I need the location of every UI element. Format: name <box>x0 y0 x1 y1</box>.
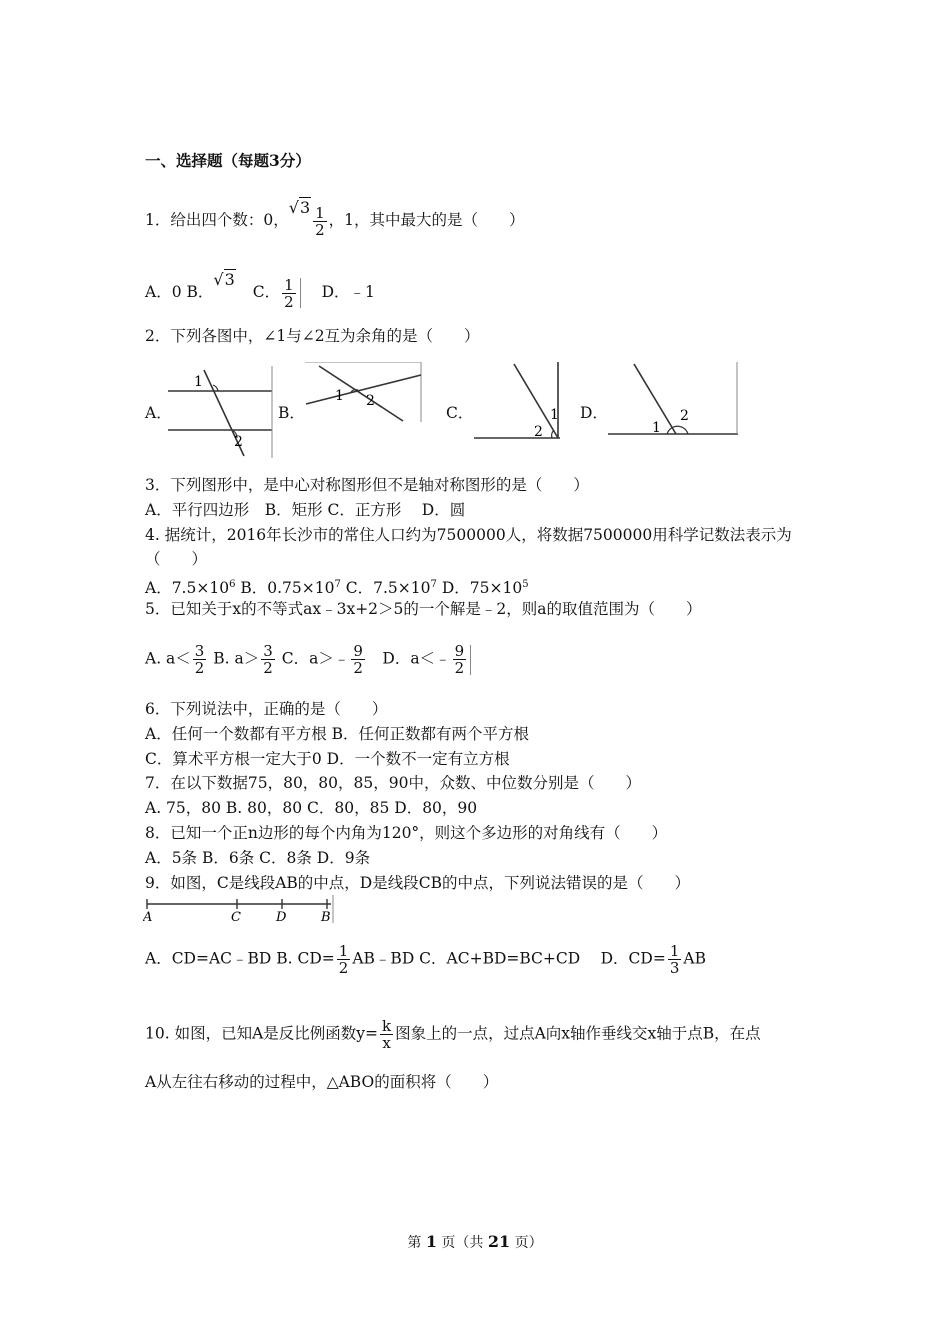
q2-label-b: B． <box>278 404 305 422</box>
q9-point-c: C <box>231 910 241 925</box>
q2a-angle-2: 2 <box>234 434 243 450</box>
q9-b-fraction: $\frac{1}{2}$ <box>338 942 349 977</box>
q5-b-fraction: $\frac{3}{2}$ <box>263 642 273 677</box>
q4-options: A．$7.5\times 10^6$ B．$0.75\times 10^7$ C．$7.5\times 10^7$ D．$75\times 10^5$ <box>145 579 529 598</box>
q2b-angle-1: 1 <box>335 388 344 404</box>
q2-figure-a <box>168 366 274 458</box>
q1-options <box>145 270 375 310</box>
question-5: 5．已知关于x的不等式ax﹣3x+2＞5的一个解是﹣2，则a的取值范围为（ ） <box>145 600 702 618</box>
question-1 <box>145 198 525 238</box>
question-7: 7．在以下数据75，80，80，85，90中，众数、中位数分别是（ ） <box>145 774 641 792</box>
q2c-angle-1: 1 <box>550 407 559 423</box>
question-8: 8．已知一个正n边形的每个内角为120°，则这个多边形的对角线有（ ） <box>145 824 668 842</box>
q2-figure-b <box>303 362 425 424</box>
q5-c-fraction: $\frac{9}{2}$ <box>353 642 363 677</box>
q2-figure-d <box>606 362 740 440</box>
q6-options-line-1: A．任何一个数都有平方根 B．任何正数都有两个平方根 <box>145 725 530 743</box>
q2c-angle-2: 2 <box>534 424 543 440</box>
q2-label-d: D． <box>580 404 608 422</box>
question-10-line-2: A从左往右移动的过程中，△ABO的面积将（ ） <box>145 1073 499 1091</box>
page-footer: 第 1 页（共 21 页） <box>407 1232 543 1251</box>
fraction-1-2: $\frac{1}{2}$ <box>315 203 325 239</box>
q3-options: A．平行四边形 B．矩形 C．正方形 D．圆 <box>145 501 466 519</box>
q1-text-a: 1．给出四个数：0， <box>145 211 289 229</box>
q2-label-c: C． <box>446 404 474 422</box>
q2-label-a: A． <box>145 404 172 422</box>
q5-d-fraction: $\frac{9}{2}$ <box>454 642 465 677</box>
q9-point-d: D <box>276 910 287 925</box>
question-2: 2．下列各图中，∠1与∠2互为余角的是（ ） <box>145 327 480 345</box>
question-10: 10. 如图，已知A是反比例函数y= $\frac{k}{x}$ 图象上的一点，过点A向x轴作垂线交x轴于点B，在点 <box>145 1017 761 1052</box>
section-title: 一、选择题（每题3分） <box>145 151 311 170</box>
q1-option-a: A．0 B． <box>145 283 214 301</box>
q9-point-a: A <box>143 910 153 925</box>
question-6: 6．下列说法中，正确的是（ ） <box>145 700 388 718</box>
question-4: 4. 据统计，2016年长沙市的常住人口约为7500000人，将数据7500000用科学记数法表示为 <box>145 526 792 544</box>
question-3: 3．下列图形中，是中心对称图形但不是轴对称图形的是（ ） <box>145 476 589 494</box>
q2-figure-c <box>472 362 562 442</box>
q1-option-b-sqrt: √3 <box>213 270 235 289</box>
q6-options-line-2: C．算术平方根一定大于0 D．一个数不一定有立方根 <box>145 750 510 768</box>
q2d-angle-2: 2 <box>680 408 689 424</box>
q9-d-fraction: $\frac{1}{3}$ <box>669 942 680 977</box>
q2a-angle-1: 1 <box>194 374 203 390</box>
question-9: 9．如图，C是线段AB的中点，D是线段CB的中点，下列说法错误的是（ ） <box>145 874 690 892</box>
q9-segment-figure <box>143 895 338 925</box>
q2b-angle-2: 2 <box>366 393 375 409</box>
page-number: 1 <box>425 1232 437 1251</box>
q5-a-fraction: $\frac{3}{2}$ <box>194 642 205 677</box>
sqrt-3: √3 <box>288 198 311 217</box>
q7-options: A. 75，80 B. 80，80 C．80，85 D．80，90 <box>145 799 478 817</box>
q10-fraction-k-x: $\frac{k}{x}$ <box>382 1017 392 1052</box>
q8-options: A．5条 B．6条 C．8条 D．9条 <box>145 849 371 867</box>
q4-paren: （ ） <box>145 550 208 568</box>
q1-option-c-fraction: $\frac{1}{2}$ <box>284 275 294 311</box>
q9-point-b: B <box>321 910 331 925</box>
page-total: 21 <box>487 1232 511 1251</box>
q1-option-c: C． <box>252 283 281 301</box>
q9-options: A．CD=AC﹣BD B. CD= $\frac{1}{2}$ AB﹣BD C．AC+BD=BC+CD D．CD= $\frac{1}{3}$ AB <box>145 942 706 977</box>
q5-options: A. a＜ $\frac{3}{2}$ B. a＞ $\frac{3}{2}$ C．a＞﹣ $\frac{9}{2}$ D．a＜﹣ $\frac{9}{2}$ <box>145 643 471 676</box>
q1-text-b: ，1，其中最大的是（ ） <box>328 211 525 229</box>
q2d-angle-1: 1 <box>652 420 661 436</box>
q1-option-d: D．﹣1 <box>321 283 375 301</box>
